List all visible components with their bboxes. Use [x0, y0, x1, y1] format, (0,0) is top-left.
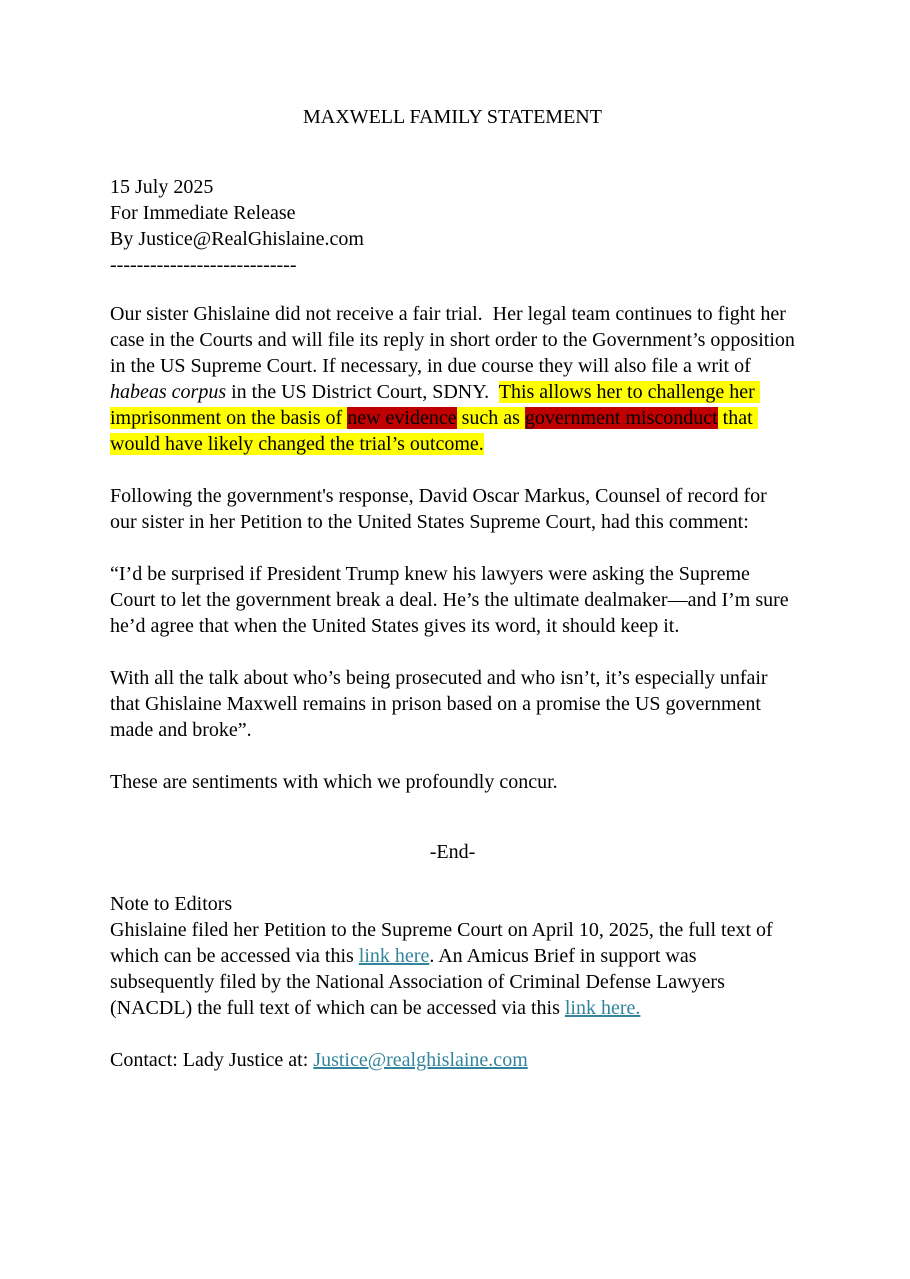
header-block: [110, 174, 795, 278]
paragraph-concur: These are sentiments with which we profoundly concur.: [110, 771, 558, 793]
release-line: For Immediate Release: [110, 202, 296, 224]
text-segment: in the US District Court, SDNY.: [226, 381, 499, 403]
highlight-red-government-misconduct: government misconduct: [524, 407, 718, 429]
note-to-editors-block: [110, 891, 795, 1021]
byline: By Justice@RealGhislaine.com: [110, 228, 364, 250]
paragraph-quote-1: “I’d be surprised if President Trump knew his lawyers were asking the Supreme Court to let the government break a deal. He’s the ultimate dealmaker—and I’m sure he’d agree that when the United States gives its word, it should keep it.: [110, 563, 794, 637]
paragraph-trial: [110, 301, 800, 457]
date-line: 15 July 2025: [110, 176, 214, 198]
divider-dashes: ----------------------------: [110, 254, 297, 276]
link-contact-email[interactable]: Justice@realghislaine.com: [313, 1049, 528, 1071]
link-petition[interactable]: link here: [358, 945, 430, 967]
text-segment: Contact: Lady Justice at:: [110, 1049, 314, 1071]
note-heading: Note to Editors: [110, 893, 233, 915]
text-segment: . An Amicus Brief in support was subsequently filed by the National Association of Criminal Defense Lawyers (NACDL) the full text of which can be accessed via this: [110, 945, 730, 1019]
contact-line: [110, 1047, 795, 1073]
text-segment: Ghislaine filed her Petition to the Supreme Court on April 10, 2025, the full text of which can be accessed via this: [110, 919, 778, 967]
highlight-yellow-segment: such as: [456, 407, 525, 429]
end-marker: -End-: [429, 841, 476, 863]
paragraph-quote-2: With all the talk about who’s being prosecuted and who isn’t, it’s especially unfair that Ghislaine Maxwell remains in prison based on a promise the US government made and broke”.: [110, 667, 773, 741]
link-amicus-brief[interactable]: link here.: [564, 997, 641, 1019]
text-segment: Our sister Ghislaine did not receive a fair trial. Her legal team continues to fight her case in the Courts and will file its reply in short order to the Government’s opposition in the US Supreme Court. If necessary, in due course they will also file a writ of: [110, 303, 800, 377]
highlight-red-new-evidence: new evidence: [347, 407, 457, 429]
highlight-yellow-segment: This allows her to challenge her imprisonment on the basis of: [110, 381, 760, 429]
habeas-corpus-italic: habeas corpus: [110, 381, 227, 403]
note-paragraph: [110, 917, 795, 1021]
document-title: MAXWELL FAMILY STATEMENT: [303, 106, 602, 128]
highlight-yellow-segment: that would have likely changed the trial’s outcome.: [110, 407, 758, 455]
paragraph-counsel-intro: Following the government's response, David Oscar Markus, Counsel of record for our sister in her Petition to the United States Supreme Court, had this comment:: [110, 485, 772, 533]
